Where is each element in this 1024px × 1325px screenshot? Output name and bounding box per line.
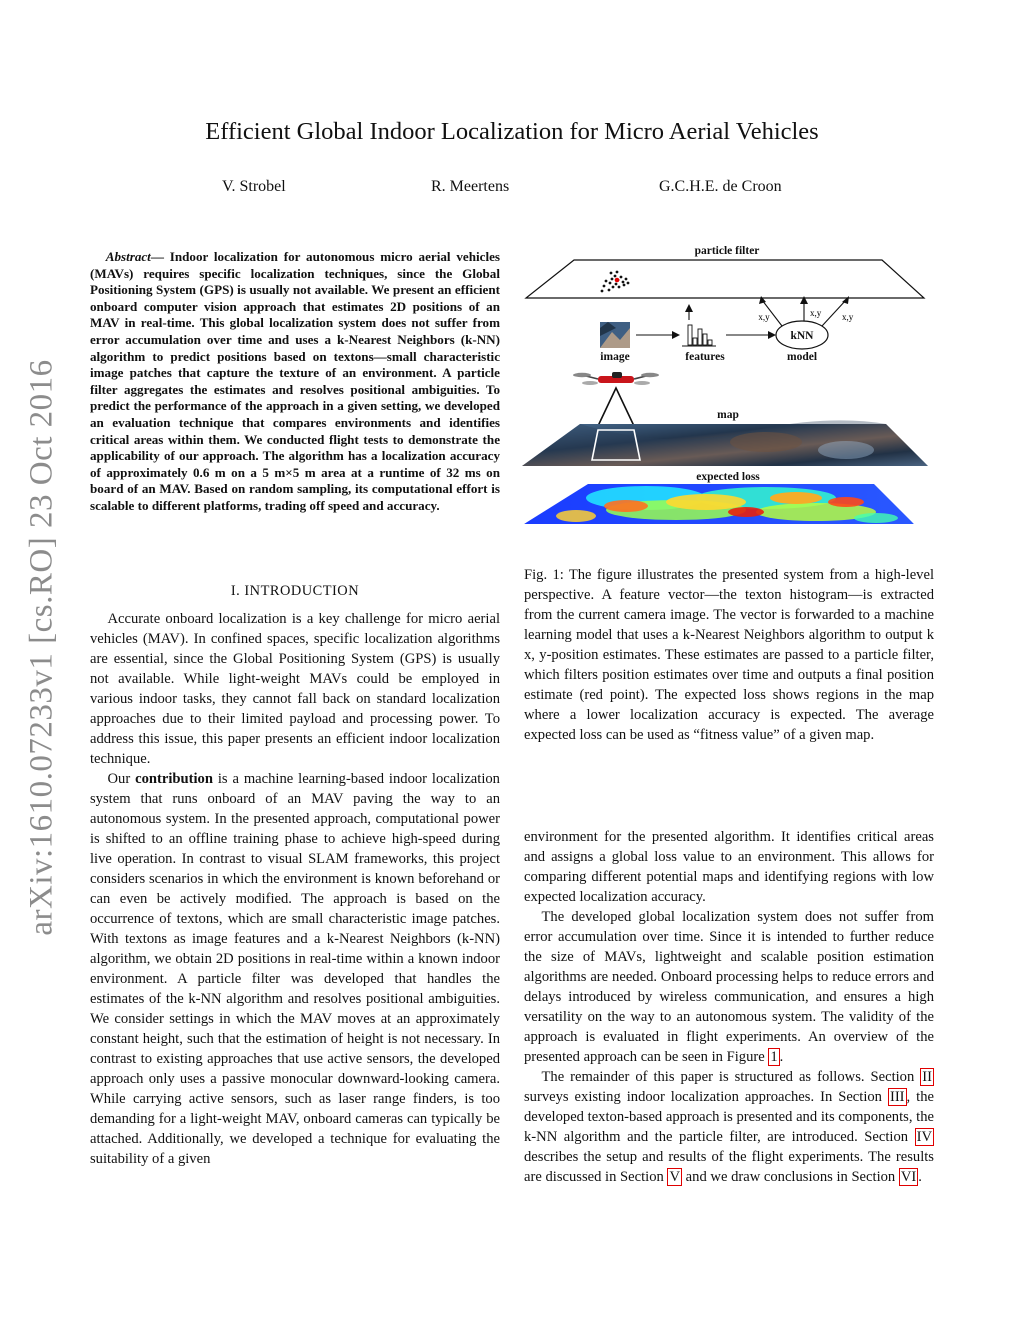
camera-frustum	[598, 388, 634, 426]
right-column-body	[524, 827, 934, 1187]
section-vi-reference-link[interactable]: VI	[900, 1169, 917, 1185]
contribution-term: contribution	[135, 771, 213, 787]
section-iii-reference-link[interactable]: III	[889, 1089, 905, 1105]
author-1: V. Strobel	[222, 178, 286, 195]
right-paragraph-3: The remainder of this paper is structured as follows. Section II surveys existing indoor localization approaches. In Section III , the developed texton-based approach is presented and its components, the k-NN algorithm and the particle filter, are introduced. Section IV describes the setup and results of the flight experiments. The results are discussed in Section V and we draw conclusions in Section VI .	[524, 1069, 934, 1185]
abstract-label: Abstract	[105, 249, 151, 264]
particle-filter-plane	[526, 260, 924, 298]
figure-1-caption: Fig. 1: The figure illustrates the presented system from a high-level perspective. A feature vector—the texton histogram—is extracted from the current camera image. The vector is forwarded to a machine learning model that uses a k-Nearest Neighbors algorithm to output k x, y-position estimates. These estimates are passed to a particle filter, which filters position estimates over time and outputs a final position estimate (red point). The expected loss shows regions in the map where a lower localization accuracy is expected. The average expected loss can be used as “fitness value” of a given map.	[524, 567, 934, 743]
arxiv-identifier: arXiv:1610.07233v1 [cs.RO] 23 Oct 2016	[23, 358, 60, 936]
label-xy-3: x,y	[842, 312, 854, 322]
expected-loss-heatmap	[524, 484, 914, 524]
label-xy-1: x,y	[758, 312, 770, 322]
right-paragraph-1: environment for the presented algorithm. It identifies critical areas and assigns a global loss value to an environment. This allows for comparing different potential maps and identifying regions with low expected localization accuracy.	[524, 829, 934, 905]
intro-paragraph-1: Accurate onboard localization is a key challenge for micro aerial vehicles (MAV). In confined spaces, specific localization algorithms are essential, since the Global Positioning System (GPS) is usually not available. While light-weight MAVs could be employed in various indoor tasks, they cannot fall back on standard localization approaches due to their limited payload and processing power. To address this issue, this paper presents an efficient indoor localization technique.	[90, 611, 500, 767]
drone-icon	[573, 372, 659, 385]
label-image: image	[600, 351, 630, 363]
paper-title: Efficient Global Indoor Localization for Micro Aerial Vehicles	[205, 118, 819, 145]
figure-1	[516, 236, 946, 536]
author-2: R. Meertens	[431, 178, 510, 195]
abstract	[90, 249, 500, 515]
section-heading-introduction: I. INTRODUCTION	[230, 583, 360, 599]
label-particle-filter: particle filter	[694, 245, 760, 257]
right-paragraph-2: The developed global localization system does not suffer from error accumulation over time. Since it is intended to further reduce the size of MAVs, lightweight and scalable position estimation algorithms are needed. Onboard processing helps to reduce errors and delays introduced by wireless communication, and ensures a high versatility on the way to an autonomous system. The validity of the approach is evaluated in flight experiments. An overview of the presented approach can be seen in Figure 1 .	[524, 909, 934, 1065]
label-xy-2: x,y	[810, 308, 822, 318]
section-v-reference-link[interactable]: V	[669, 1169, 681, 1185]
system-overview-diagram	[516, 236, 946, 536]
author-3: G.C.H.E. de Croon	[659, 178, 782, 195]
feature-histogram	[688, 325, 712, 345]
abstract-text: — Indoor localization for autonomous micro aerial vehicles (MAVs) requires specific localization techniques, since the Global Positioning System (GPS) is usually not available. We present an efficient onboard computer vision approach that estimates 2D positions of an MAV in real-time. This global localization system does not suffer from error accumulation over time and uses a k-Nearest Neighbors (k-NN) algorithm to predict positions based on textons—small characteristic image patches that capture the texture of an environment. A particle filter aggregates the estimates and resolves positional ambiguities. To predict the performance of the approach in a given setting, we developed an evaluation technique that compares environments and identifies critical areas within them. We conducted flight tests to demonstrate the applicability of our approach. The algorithm has a localization accuracy of approximately 0.6 m on a 5 m×5 m area at a runtime of 32 ms on board of an MAV. Based on random sampling, its computational effort is scalable to different platforms, trading off speed and accuracy.	[90, 249, 500, 513]
label-features: features	[685, 351, 725, 363]
final-position-estimate	[615, 278, 620, 283]
label-map: map	[717, 409, 739, 421]
section-ii-reference-link[interactable]: II	[922, 1069, 932, 1085]
intro-paragraph-2: Our contribution is a machine learning-based indoor localization system that runs onboard of an MAV paving the way to an autonomous system. In the presented approach, computational power is shifted to an offline training phase to achieve high-speed during live operation. In contrast to visual SLAM frameworks, this project considers scenarios in which the environment is known beforehand or can even be actively modified. The approach is based on the occurrence of textons, which are small characteristic image patches. With textons as image features and a k-Nearest Neighbors (k-NN) algorithm, we obtain 2D positions in real-time within a known indoor environment. A particle filter was developed that handles the estimates of the k-NN algorithm and resolves positional ambiguities. We consider settings in which the MAV moves at an approximately constant height, such that the estimation of height is not necessary. In contrast to existing approaches that use active sensors, the developed approach only uses a passive monocular downward-looking camera. While carrying active sensors, such as laser range finders, is too demanding for a light-weight MAV, onboard cameras can typically be attached. Additionally, we developed a technique for evaluating the suitability of a given	[90, 771, 500, 1167]
label-expected-loss: expected loss	[696, 471, 760, 483]
label-model: model	[786, 351, 818, 363]
section-iv-reference-link[interactable]: IV	[916, 1129, 932, 1145]
figure-reference-link[interactable]: 1	[770, 1049, 778, 1065]
label-knn: kNN	[790, 330, 814, 342]
left-column-body	[90, 609, 500, 1169]
